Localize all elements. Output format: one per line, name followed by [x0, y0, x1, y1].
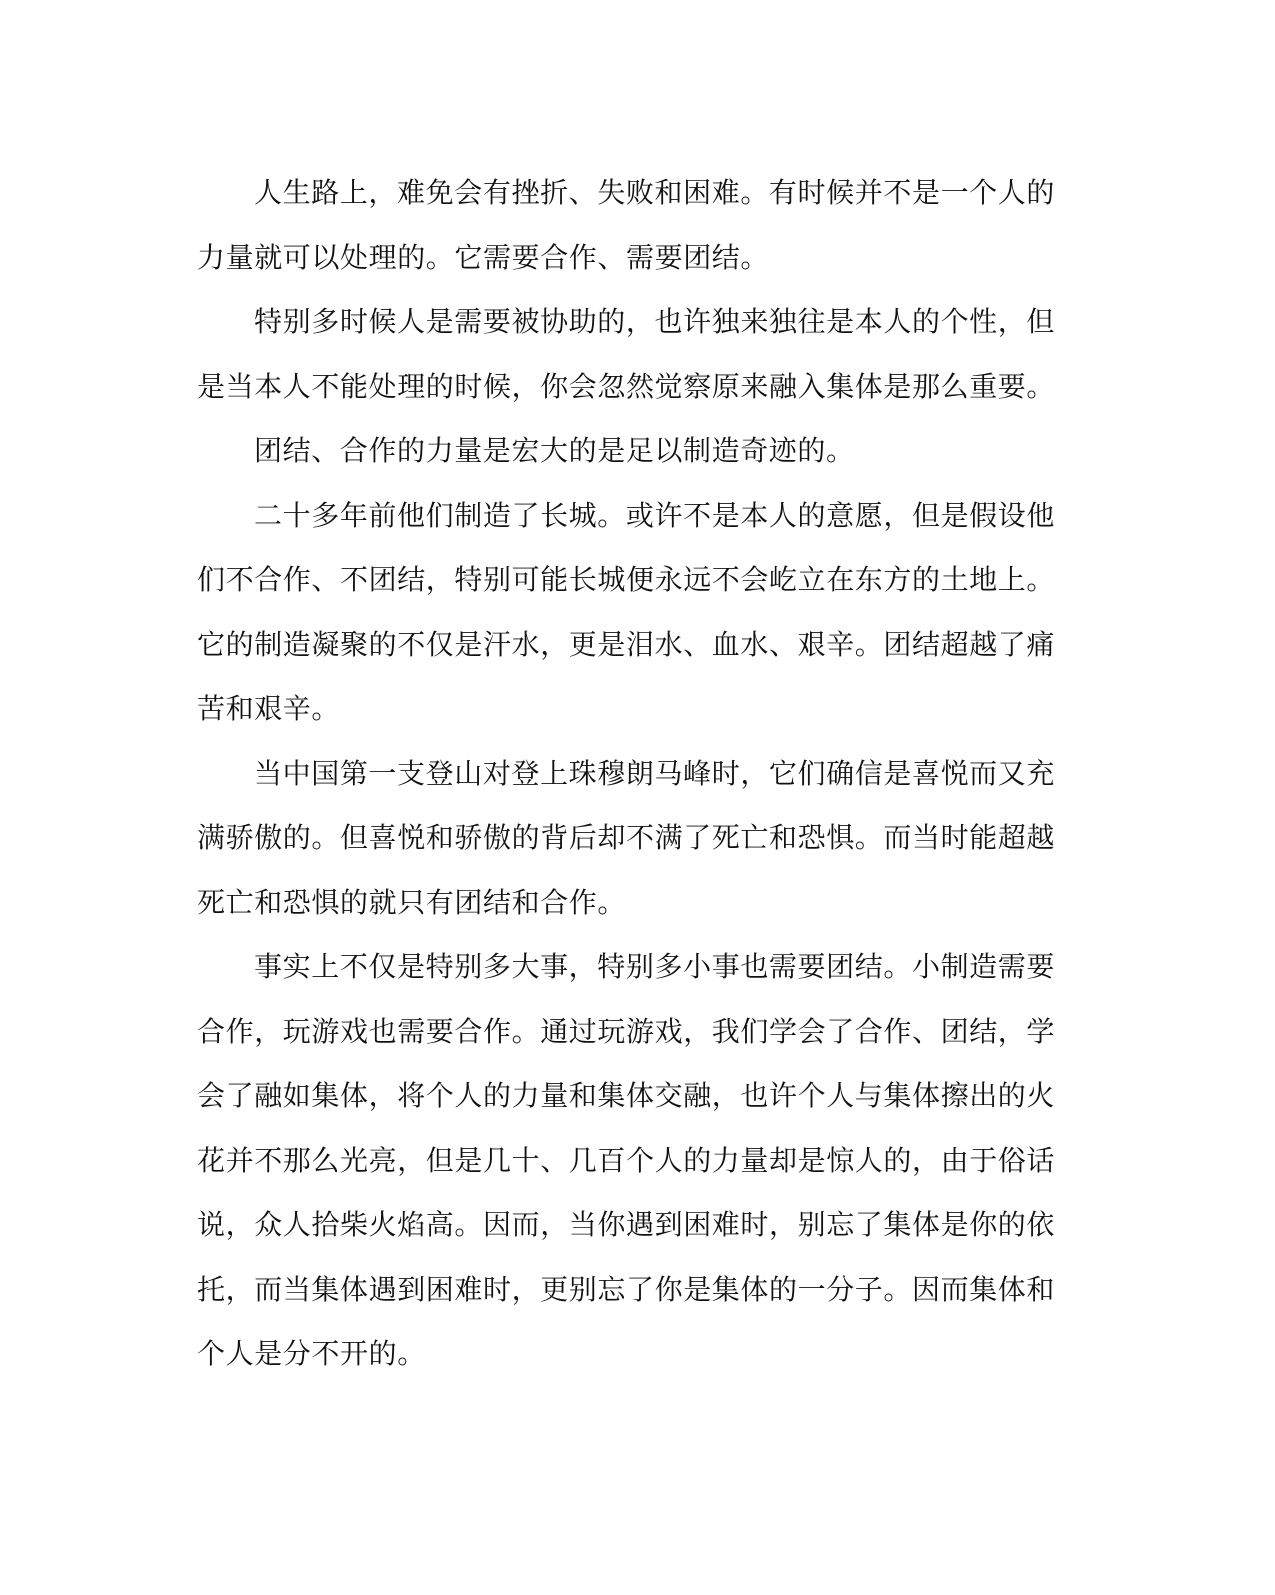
paragraph: 人生路上，难免会有挫折、失败和困难。有时候并不是一个人的力量就可以处理的。它需要合作、需要团结。 [197, 176, 1055, 274]
paragraph: 事实上不仅是特别多大事，特别多小事也需要团结。小制造需要合作，玩游戏也需要合作。通过玩游戏，我们学会了合作、团结，学会了融如集体，将个人的力量和集体交融，也许个人与集体擦出的火花并不那么光亮，但是几十、几百个人的力量却是惊人的，由于俗话说，众人拾柴火焰高。因而，当你遇到困难时，别忘了集体是你的依托，而当集体遇到困难时，更别忘了你是集体的一分子。因而集体和个人是分不开的。 [197, 950, 1056, 1370]
paragraph: 当中国第一支登山对登上珠穆朗马峰时，它们确信是喜悦而又充满骄傲的。但喜悦和骄傲的背后却不满了死亡和恐惧。而当时能超越死亡和恐惧的就只有团结和合作。 [197, 756, 1056, 919]
paragraph: 团结、合作的力量是宏大的是足以制造奇迹的。 [254, 434, 855, 467]
paragraph: 特别多时候人是需要被协助的，也许独来独往是本人的个性，但是当本人不能处理的时候，你会忽然觉察原来融入集体是那么重要。 [197, 305, 1056, 403]
document-body [197, 161, 1055, 1387]
paragraph: 二十多年前他们制造了长城。或许不是本人的意愿，但是假设他们不合作、不团结，特别可能长城便永远不会屹立在东方的土地上。它的制造凝聚的不仅是汗水，更是泪水、血水、艰辛。团结超越了痛苦和艰辛。 [197, 498, 1056, 725]
